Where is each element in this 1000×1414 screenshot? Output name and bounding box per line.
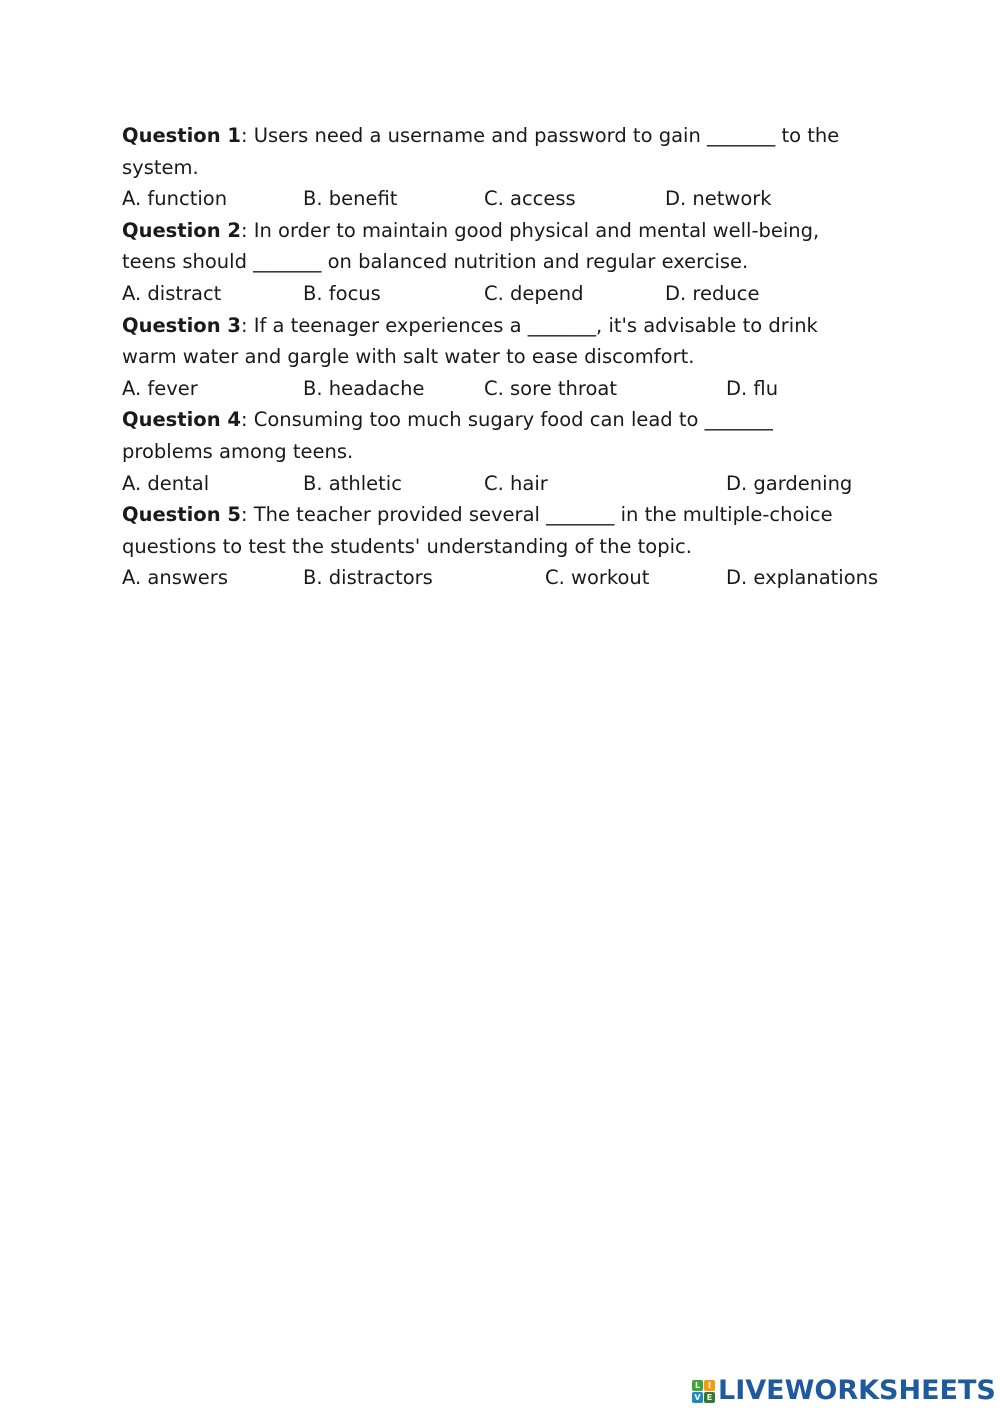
question-stem	[122, 404, 862, 467]
logo-letter-e: E	[704, 1392, 715, 1403]
live-grid-icon	[692, 1380, 715, 1403]
option-b[interactable]: B. athletic	[303, 471, 402, 495]
option-c[interactable]: C. depend	[484, 281, 584, 305]
logo-letter-i: I	[704, 1380, 715, 1391]
option-b[interactable]: B. benefit	[303, 187, 398, 211]
question-text: : The teacher provided several _______ in the multiple-choice questions to test the students' understanding of the topic.	[122, 503, 833, 558]
question-stem	[122, 120, 862, 183]
liveworksheets-logo	[692, 1375, 996, 1407]
option-b[interactable]: B. focus	[303, 281, 381, 305]
question-stem	[122, 499, 862, 562]
option-a[interactable]: A. function	[122, 187, 228, 211]
question-number: Question 4	[122, 408, 241, 432]
option-a[interactable]: A. distract	[122, 281, 222, 305]
answer-options	[122, 468, 882, 500]
option-a[interactable]: A. dental	[122, 471, 210, 495]
logo-letter-l: L	[692, 1380, 703, 1391]
question-text: : In order to maintain good physical and mental well-being, teens should _______ on balanced nutrition and regular exercise.	[122, 218, 820, 274]
question-4	[122, 404, 882, 499]
question-3	[122, 310, 882, 405]
question-2	[122, 215, 882, 310]
option-a[interactable]: A. answers	[122, 566, 228, 590]
question-number: Question 5	[122, 503, 241, 527]
option-b[interactable]: B. distractors	[303, 566, 433, 590]
option-a[interactable]: A. fever	[122, 376, 198, 400]
option-d[interactable]: D. reduce	[665, 281, 760, 305]
question-text: : Consuming too much sugary food can lead to _______ problems among teens.	[122, 408, 773, 463]
option-c[interactable]: C. workout	[545, 566, 650, 590]
question-number: Question 1	[122, 124, 241, 147]
option-d[interactable]: D. flu	[726, 376, 779, 400]
option-b[interactable]: B. headache	[303, 376, 425, 400]
logo-letter-v: V	[692, 1392, 703, 1403]
option-c[interactable]: C. access	[484, 187, 576, 211]
option-d[interactable]: D. network	[665, 187, 772, 211]
question-stem	[122, 310, 862, 373]
question-1	[122, 120, 882, 215]
option-d[interactable]: D. gardening	[726, 471, 853, 495]
brand-name: LIVEWORKSHEETS	[718, 1375, 996, 1406]
answer-options	[122, 562, 882, 594]
answer-options	[122, 278, 882, 310]
worksheet	[122, 120, 882, 594]
question-number: Question 3	[122, 313, 241, 337]
question-text: : If a teenager experiences a _______, it's advisable to drink warm water and gargle with salt water to ease discomfort.	[122, 313, 818, 369]
option-c[interactable]: C. sore throat	[484, 376, 618, 400]
question-stem	[122, 215, 862, 278]
answer-options	[122, 183, 882, 215]
option-d[interactable]: D. explanations	[726, 566, 879, 590]
question-number: Question 2	[122, 218, 241, 242]
option-c[interactable]: C. hair	[484, 471, 548, 495]
answer-options	[122, 373, 882, 405]
question-5	[122, 499, 882, 594]
question-text: : Users need a username and password to gain _______ to the system.	[122, 124, 840, 179]
